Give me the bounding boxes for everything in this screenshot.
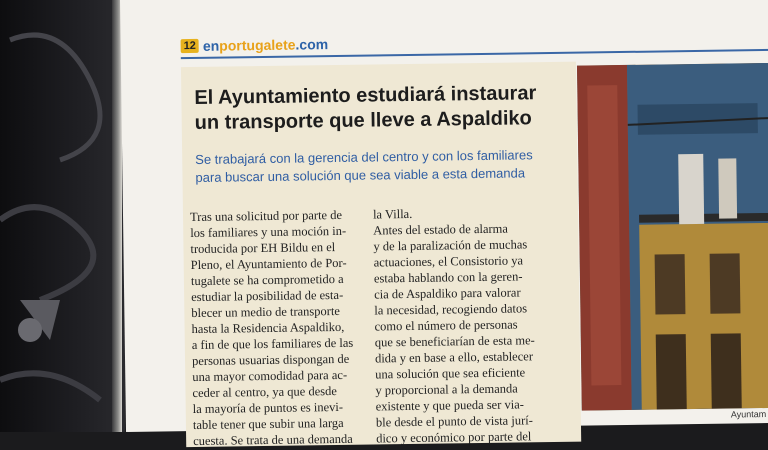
article-text-line: Pleno, el Ayuntamiento de Por-	[190, 255, 347, 273]
article-text-line: actuaciones, el Consistorio ya	[373, 253, 524, 270]
article-text-line: la Villa.	[372, 206, 413, 222]
article-text-line: blecer un medio de transporte	[191, 303, 341, 321]
article-text-line: y proporcional a la demanda	[375, 381, 518, 398]
article-text-line: Tras una solicitud por parte de	[189, 207, 343, 225]
page-number-badge: 12	[181, 39, 199, 53]
article-text-line: la necesidad, recogiendo datos	[374, 301, 528, 318]
brand-prefix: en	[202, 37, 220, 54]
article-text-line: cia de Aspaldiko para valorar	[374, 285, 521, 302]
article-text-line: personas usuarias dispongan de	[191, 351, 350, 369]
article-text-line: troducida por EH Bildu en el	[190, 240, 336, 257]
article-text-line: ble desde el punto de vista jurí-	[375, 413, 533, 430]
article-column-2	[373, 204, 551, 446]
article-photo	[577, 63, 768, 411]
article-text-line: tugalete se ha comprometido a	[190, 271, 344, 289]
article-text-line: existente y que pueda ser via-	[375, 397, 525, 414]
brand-suffix: .com	[295, 36, 329, 53]
article-text-line: una mayor comodidad para ac-	[192, 367, 348, 385]
article-text-line: como el número de personas	[374, 317, 518, 334]
article-text-line: table tener que subir una larga	[192, 415, 344, 433]
article-text-line: una solución que sea eficiente	[375, 365, 526, 382]
article-text-line: que se beneficiarían de esta me-	[374, 333, 535, 350]
brand-highlight: portugalete	[219, 36, 296, 54]
article-text-line: dico y económico por parte del	[376, 429, 532, 446]
building-photo-illustration	[577, 63, 768, 411]
brand-logo	[203, 36, 328, 54]
article-text-line: dida y en base a ello, establecer	[374, 349, 534, 366]
article-text-line: estudiar la posibilidad de esta-	[191, 287, 344, 305]
page-header	[180, 33, 328, 57]
article-text-line: estaba hablando con la geren-	[373, 269, 523, 286]
article-text-line: la mayoría de puntos es inevi-	[192, 399, 344, 417]
newspaper-page	[120, 0, 768, 449]
article-text-line: ceder al centro, ya que desde	[192, 384, 337, 401]
article-column-1	[190, 207, 368, 449]
article-text-line: a fin de que los familiares de las	[191, 335, 354, 353]
article-text-line: los familiares y una moción in-	[190, 223, 347, 241]
article-text-line: Antes del estado de alarma	[373, 221, 508, 238]
article-headline: El Ayuntamiento estudiará instaurar un transporte que lleve a Aspaldiko	[194, 82, 537, 134]
article-subheading: Se trabajará con la gerencia del centro y con los familiares para buscar una solución que sea viable a esta demanda	[195, 147, 533, 185]
photo-caption: Ayuntam	[730, 409, 767, 420]
article-text-line: y de la paralización de muchas	[373, 237, 528, 254]
background-pattern	[0, 0, 120, 432]
article-text-line: cuesta. Se trata de una demanda	[193, 431, 353, 449]
article-text-line: hasta la Residencia Aspaldiko,	[191, 319, 345, 337]
